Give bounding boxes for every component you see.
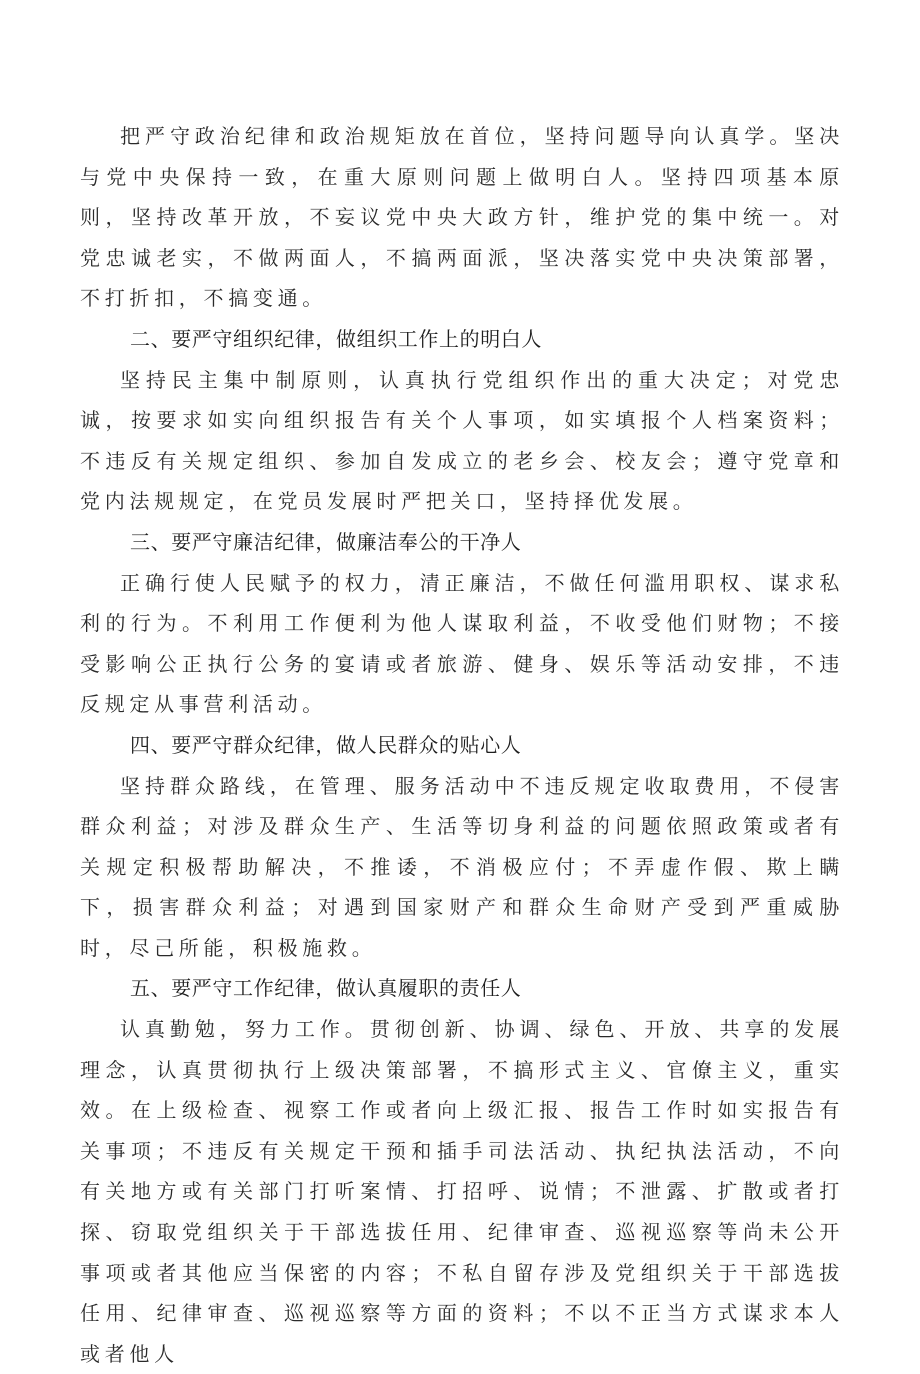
- document-body: [80, 116, 844, 1374]
- heading-mass-discipline: 四、要严守群众纪律，做人民群众的贴心人: [130, 732, 522, 757]
- paragraph-organizational-discipline: 坚持民主集中制原则，认真执行党组织作出的重大决定；对党忠诚，按要求如实向组织报告有关个人事项，如实填报个人档案资料；不违反有关规定组织、参加自发成立的老乡会、校友会；遵守党章和党内法规规定，在党员发展时严把关口，坚持择优发展。: [80, 367, 844, 514]
- paragraph-integrity-discipline: 正确行使人民赋予的权力，清正廉洁，不做任何滥用职权、谋求私利的行为。不利用工作便利为他人谋取利益，不收受他们财物；不接受影响公正执行公务的宴请或者旅游、健身、娱乐等活动安排，不违反规定从事营利活动。: [80, 570, 844, 717]
- heading-integrity-discipline: 三、要严守廉洁纪律，做廉洁奉公的干净人: [130, 529, 522, 554]
- paragraph-political-discipline: 把严守政治纪律和政治规矩放在首位，坚持问题导向认真学。坚决与党中央保持一致，在重大原则问题上做明白人。坚持四项基本原则，坚持改革开放，不妄议党中央大政方针，维护党的集中统一。对党忠诚老实，不做两面人，不搞两面派，坚决落实党中央决策部署，不打折扣，不搞变通。: [80, 124, 844, 311]
- heading-organizational-discipline: 二、要严守组织纪律，做组织工作上的明白人: [130, 326, 542, 351]
- paragraph-work-discipline: 认真勤勉，努力工作。贯彻创新、协调、绿色、开放、共享的发展理念，认真贯彻执行上级决策部署，不搞形式主义、官僚主义，重实效。在上级检查、视察工作或者向上级汇报、报告工作时如实报告有关事项；不违反有关规定干预和插手司法活动、执纪执法活动，不向有关地方或有关部门打听案情、打招呼、说情；不泄露、扩散或者打探、窃取党组织关于干部选拔任用、纪律审查、巡视巡察等尚未公开事项或者其他应当保密的内容；不私自留存涉及党组织关于干部选拔任用、纪律审查、巡视巡察等方面的资料；不以不正当方式谋求本人或者他人: [80, 1017, 844, 1366]
- heading-work-discipline: 五、要严守工作纪律，做认真履职的责任人: [130, 976, 522, 1001]
- paragraph-mass-discipline: 坚持群众路线，在管理、服务活动中不违反规定收取费用，不侵害群众利益；对涉及群众生产、生活等切身利益的问题依照政策或者有关规定积极帮助解决，不推诿，不消极应付；不弄虚作假、欺上瞒下，损害群众利益；对遇到国家财产和群众生命财产受到严重威胁时，尽己所能，积极施救。: [80, 773, 844, 960]
